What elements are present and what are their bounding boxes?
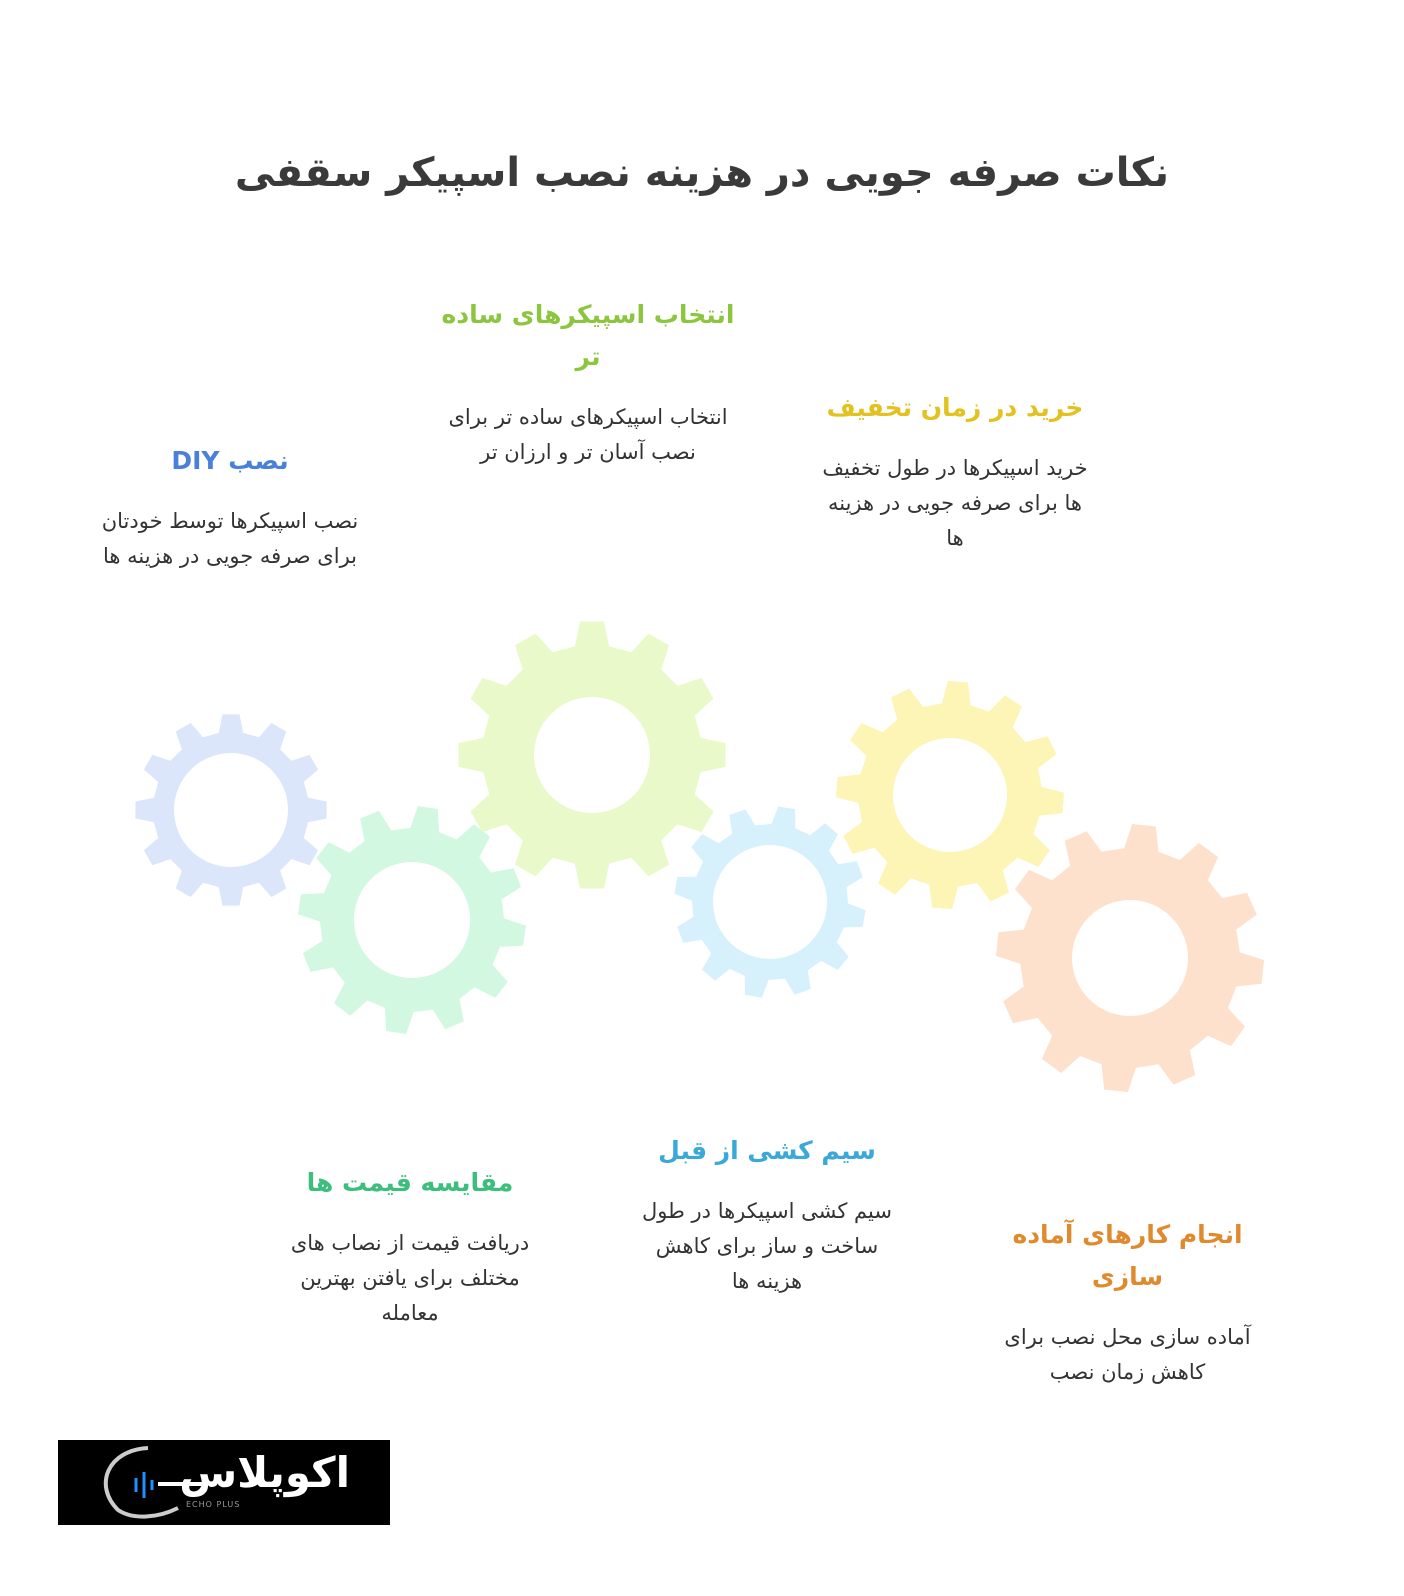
tip-diy-description: نصب اسپیکرها توسط خودتان برای صرفه جویی در هزینه ها [101, 509, 359, 568]
tip-prep-heading: انجام کارهای آماده سازی [1012, 1220, 1243, 1291]
tip-diy-heading: نصب DIY [171, 446, 289, 475]
tip-simple-description: انتخاب اسپیکرهای ساده تر برای نصب آسان تر و ارزان تر [448, 405, 728, 464]
tip-simple-heading: انتخاب اسپیکرهای ساده تر [441, 300, 735, 371]
gear-hole [534, 697, 650, 813]
tip-prep [975, 1214, 1280, 1390]
logo-text: اکوپلاس [179, 1448, 350, 1497]
tip-compare [280, 1162, 540, 1331]
tip-simple [438, 294, 738, 470]
gear-hole [713, 845, 827, 959]
gear-wiring [674, 806, 865, 997]
tip-compare-heading: مقایسه قیمت ها [306, 1168, 514, 1197]
page-title: نکات صرفه جویی در هزینه نصب اسپیکر سقفی [234, 150, 1170, 196]
tip-compare-description: دریافت قیمت از نصاب های مختلف برای یافتن بهترین معامله [290, 1231, 530, 1325]
tip-diy [85, 440, 375, 574]
gear-hole [893, 738, 1007, 852]
gear-hole [354, 862, 470, 978]
gear-hole [1072, 900, 1188, 1016]
tip-discount-description: خرید اسپیکرها در طول تخفیف ها برای صرفه جویی در هزینه ها [822, 456, 1088, 550]
tip-wiring [632, 1130, 902, 1299]
tip-wiring-heading: سیم کشی از قبل [658, 1136, 876, 1165]
logo-subtext: ECHO PLUS [186, 1500, 241, 1509]
gear-compare [298, 806, 526, 1034]
tip-discount [820, 387, 1090, 556]
brand-logo [58, 1440, 390, 1525]
gear-simple [459, 622, 726, 889]
tip-prep-description: آماده سازی محل نصب برای کاهش زمان نصب [1004, 1325, 1251, 1384]
tip-discount-heading: خرید در زمان تخفیف [826, 393, 1084, 422]
gear-hole [174, 753, 288, 867]
gear-diy [135, 714, 326, 905]
tip-wiring-description: سیم کشی اسپیکرها در طول ساخت و ساز برای کاهش هزینه ها [642, 1199, 892, 1293]
